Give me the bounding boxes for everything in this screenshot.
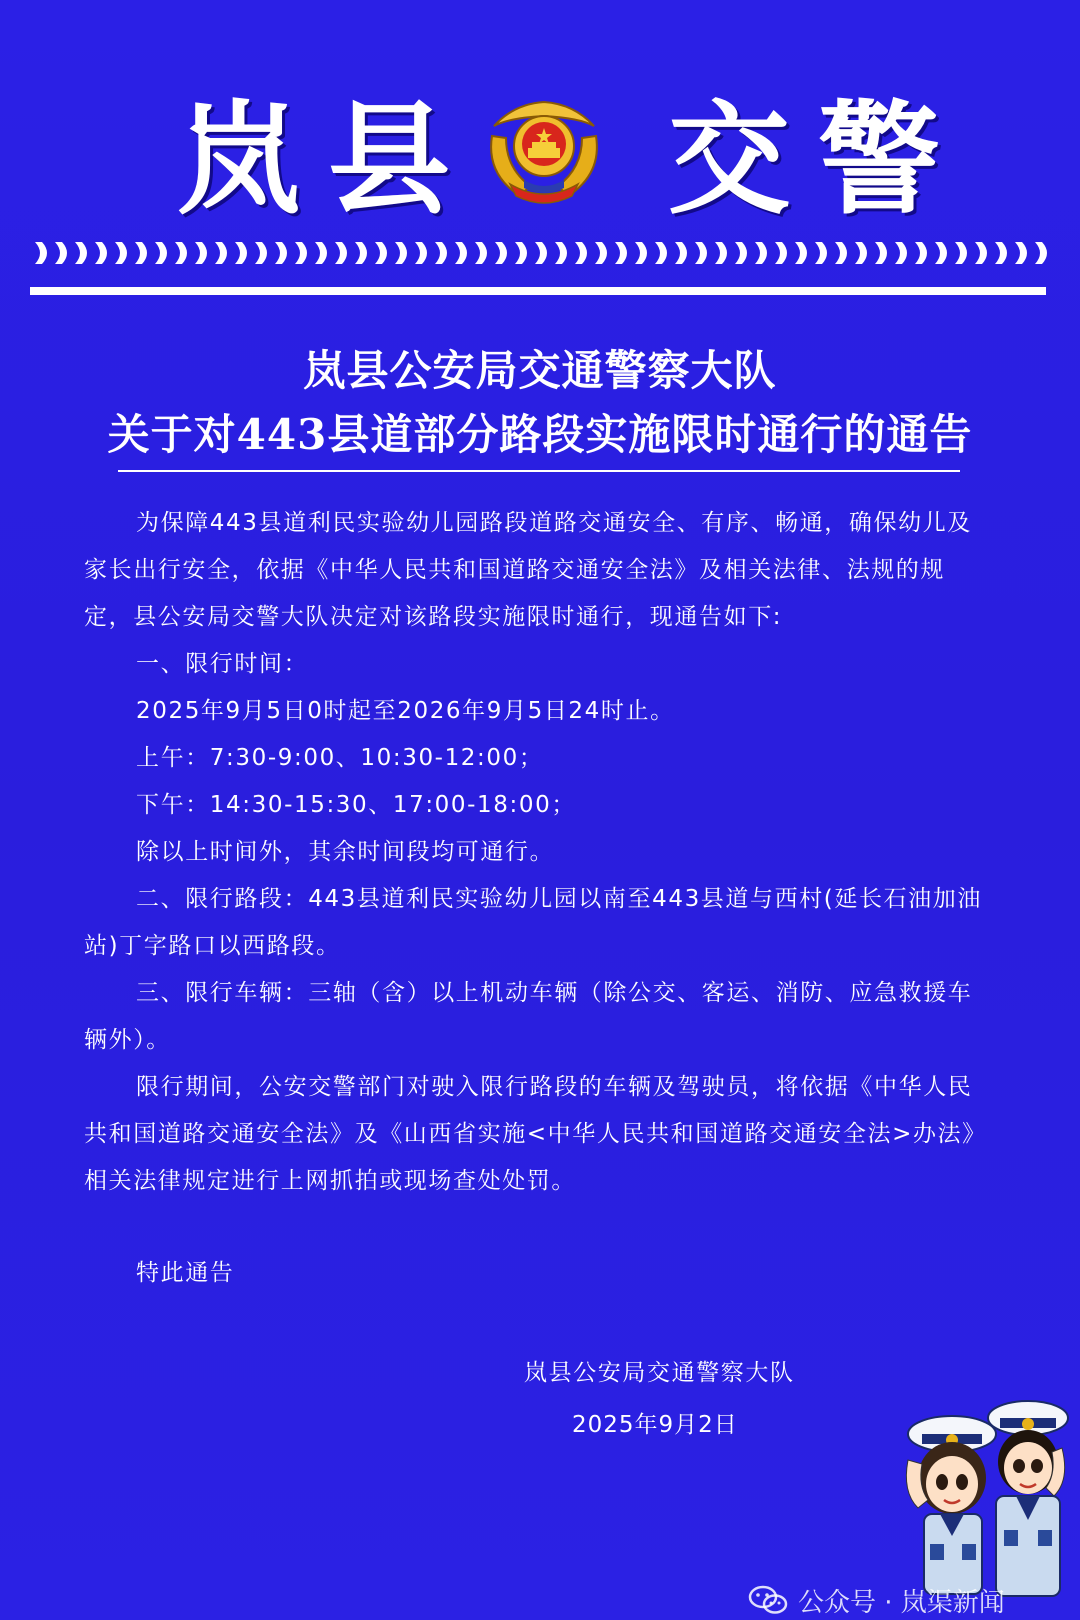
- notice-title-line2: 关于对443县道部分路段实施限时通行的通告: [107, 410, 973, 459]
- traffic-police-mascots-icon: [900, 1396, 1070, 1601]
- signature-org: 岚县公安局交通警察大队: [524, 1360, 795, 1386]
- title-underline: [118, 470, 960, 472]
- section2-paragraph: 二、限行路段：443县道利民实验幼儿园以南至443县道与西村(延长石油加油站)丁字路口以西路段。: [84, 886, 982, 959]
- header-right-text: 交警: [668, 89, 968, 231]
- notice-body: [84, 500, 984, 1297]
- section1-afternoon: 下午：14:30-15:30、17:00-18:00；: [136, 792, 576, 818]
- header-divider: [30, 287, 1046, 295]
- section1-date-range: 2025年9月5日0时起至2026年9月5日24时止。: [136, 698, 675, 724]
- section1-morning: 上午：7:30-9:00、10:30-12:00；: [136, 745, 544, 771]
- header-banner: [0, 0, 1080, 240]
- penalty-paragraph: 限行期间，公安交警部门对驶入限行路段的车辆及驾驶员，将依据《中华人民共和国道路交通安全法》及《山西省实施<中华人民共和国道路交通安全法>办法》相关法律规定进行上网抓拍或现场查处处罚。: [84, 1074, 976, 1194]
- signature-date: 2025年9月2日: [572, 1412, 738, 1438]
- closing-line: 特此通告: [136, 1260, 235, 1286]
- chevron-border: [32, 240, 1048, 266]
- police-badge-icon: [480, 96, 608, 208]
- wechat-icon: [748, 1585, 788, 1615]
- section3-paragraph: 三、限行车辆：三轴（含）以上机动车辆（除公交、客运、消防、应急救援车辆外）。: [84, 980, 973, 1053]
- section1-other-times: 除以上时间外，其余时间段均可通行。: [136, 839, 555, 865]
- header-left-text: 岚县: [178, 89, 478, 231]
- watermark: [748, 1583, 1005, 1617]
- watermark-text: 公众号 · 岚渠新闻: [798, 1587, 1005, 1618]
- section1-heading: 一、限行时间：: [136, 651, 309, 677]
- intro-paragraph: 为保障443县道利民实验幼儿园路段道路交通安全、有序、畅通，确保幼儿及家长出行安全，依据《中华人民共和国道路交通安全法》及相关法律、法规的规定，县公安局交警大队决定对该路段实施限时通行，现通告如下:: [84, 510, 972, 630]
- notice-title-line1: 岚县公安局交通警察大队: [303, 346, 777, 395]
